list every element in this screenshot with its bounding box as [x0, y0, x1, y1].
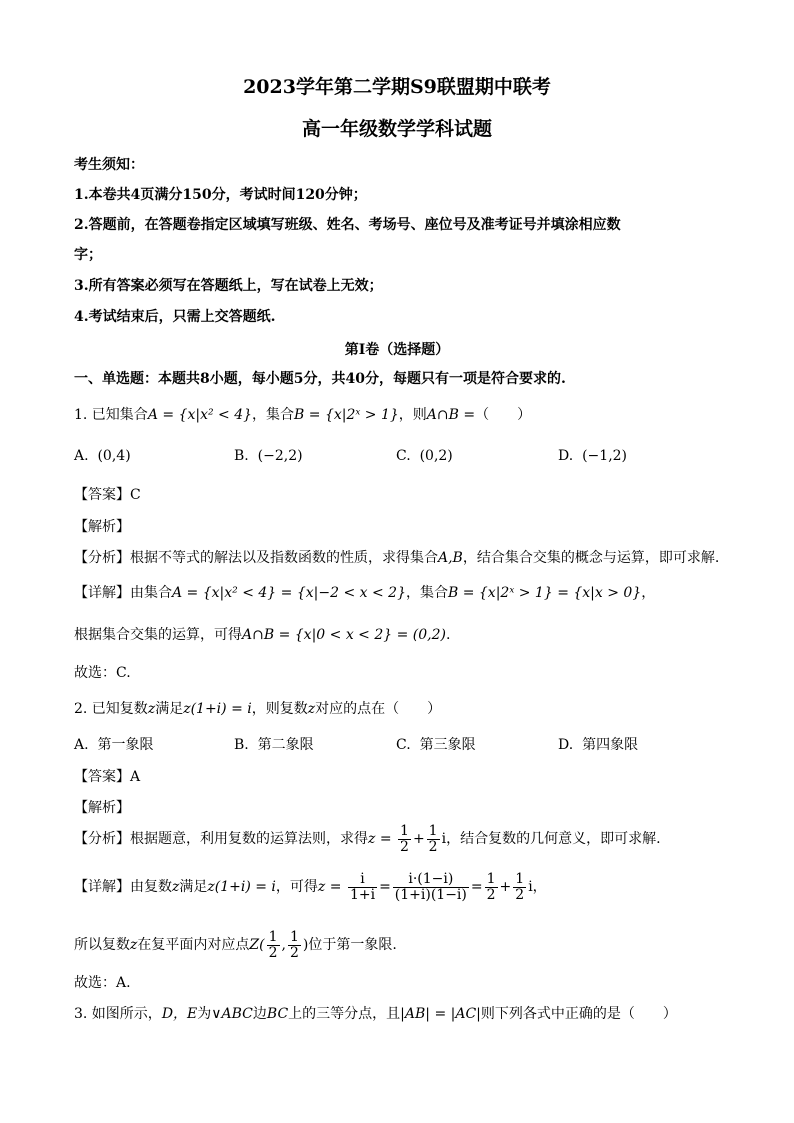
close-paren: ) [302, 937, 309, 954]
fraction-half [288, 930, 301, 960]
q1-option-d [558, 448, 627, 464]
option-label: B. [234, 737, 249, 753]
numerator: 1 [515, 871, 525, 887]
imaginary-unit: i [441, 831, 447, 848]
xiangjie-eq-a: A = {x|x² < 4} = {x|−2 < x < 2} [172, 585, 406, 601]
q2-option-a [74, 734, 153, 754]
q3-vector-eq: |AB| = |AC| [400, 1006, 481, 1022]
comma: , [281, 937, 286, 954]
xiangjie-text-2: 满足 [179, 879, 208, 896]
exam-title: 2023学年第二学期S9联盟期中联考 [243, 76, 551, 98]
notice-item-2: 2.答题前，在答题卷指定区域填写班级、姓名、考场号、座位号及准考证号并填涂相应数 [74, 217, 621, 233]
q1-xiangjie [74, 582, 655, 602]
denominator: 2 [400, 838, 409, 855]
fenxi-text: 根据题意，利用复数的运算法则，求得 [130, 831, 368, 848]
q1-stem-b: ，集合 [252, 407, 295, 423]
q3-stem-c: 边 [252, 1006, 267, 1022]
fenxi-sets: A,B [438, 550, 463, 566]
conclusion-text-2: 在复平面内对应点 [137, 937, 250, 954]
q1-stem-d: （ ） [475, 407, 532, 423]
answer-value: A [130, 769, 141, 785]
option-value: (0,4) [97, 448, 131, 464]
option-label: C. [396, 737, 411, 753]
option-value: 第二象限 [257, 737, 314, 753]
q1-stem-a: 1. 已知集合 [74, 407, 148, 423]
option-value: 第一象限 [97, 737, 154, 753]
section-instruction: 一、单选题：本题共8小题，每小题5分，共40分，每题只有一项是符合要求的. [74, 371, 566, 387]
denominator: 2 [486, 886, 496, 903]
q2-stem-c: ，则复数 [251, 701, 308, 717]
q1-set-a: A = {x|x² < 4} [147, 407, 253, 423]
q2-option-b [234, 734, 314, 754]
notice-item-4: 4.考试结束后，只需上交答题纸. [74, 309, 276, 325]
exam-subtitle: 高一年级数学学科试题 [301, 118, 492, 140]
q1-fenxi [74, 547, 719, 567]
xiangjie-z-eq: z = [317, 879, 342, 896]
equals-sign: = [379, 879, 391, 896]
denominator: 2 [428, 838, 438, 855]
point-z: Z( [249, 937, 265, 954]
numerator: 1 [428, 823, 438, 839]
conclusion-eq: A∩B = {x|0 < x < 2} = (0,2) [242, 627, 446, 643]
q2-conclusion [74, 930, 397, 960]
denominator: (1+i)(1−i) [394, 886, 467, 903]
q3-stem-b: 为 [197, 1006, 212, 1022]
equals-sign: = [470, 879, 483, 896]
q2-z-2: z [307, 701, 316, 717]
fraction-half [513, 872, 526, 902]
option-label: B. [234, 448, 249, 464]
q1-answer [74, 484, 141, 504]
conclusion-period: . [445, 627, 451, 643]
q1-option-c [396, 448, 453, 464]
xiangjie-text-2: ，集合 [405, 585, 448, 601]
q2-option-d [558, 734, 638, 754]
q1-conclusion [74, 624, 450, 644]
q2-stem-b: 满足 [155, 701, 184, 717]
q1-expr: A∩B = [426, 407, 476, 423]
imaginary-unit: i [528, 879, 533, 896]
q2-eq: z(1+i) = i [183, 701, 252, 717]
q1-option-a [74, 448, 131, 464]
q2-option-c [396, 734, 476, 754]
denominator: 2 [289, 944, 299, 961]
xiangjie-z: z [172, 879, 180, 896]
fenxi-z: z = [368, 831, 392, 848]
xiangjie-text-3: ，可得 [275, 879, 318, 896]
denominator: 2 [515, 886, 525, 903]
fraction-expanded [393, 872, 469, 902]
numerator: i [348, 872, 377, 888]
q2-xiangjie [74, 872, 547, 902]
option-value: 第三象限 [419, 737, 476, 753]
q1-choose: 故选：C. [74, 665, 131, 681]
answer-tag: 【答案】 [74, 769, 130, 785]
fenxi-tag: 【分析】 [74, 550, 130, 566]
denominator: 2 [268, 944, 278, 961]
q2-stem-d: 对应的点在（ ） [315, 701, 442, 717]
xiangjie-text: 由集合 [130, 585, 172, 601]
q2-choose: 故选：A. [74, 975, 131, 991]
q2-stem-a: 2. 已知复数 [74, 701, 148, 717]
fraction-half [485, 872, 498, 902]
numerator: 1 [486, 871, 496, 887]
fenxi-text: 根据不等式的解法以及指数函数的性质，求得集合 [130, 550, 438, 566]
question-2-stem [74, 698, 441, 718]
option-label: C. [396, 448, 411, 464]
fraction-i-over [348, 872, 377, 902]
q3-stem-e: 则下列各式中正确的是（ ） [480, 1006, 677, 1022]
option-value: (0,2) [419, 448, 453, 464]
question-3-stem [74, 1003, 677, 1023]
option-label: D. [558, 448, 574, 464]
q3-points: D，E [161, 1006, 198, 1022]
option-label: D. [558, 737, 574, 753]
question-1-stem [74, 404, 531, 424]
q1-analysis-tag: 【解析】 [74, 519, 130, 535]
option-label: A. [74, 448, 89, 464]
q1-option-b [234, 448, 303, 464]
q2-analysis-tag: 【解析】 [74, 800, 130, 816]
q1-set-b: B = {x|2ˣ > 1} [294, 407, 399, 423]
q3-stem-a: 3. 如图所示， [74, 1006, 162, 1022]
numerator: 1 [268, 929, 278, 945]
xiangjie-text-3: ， [641, 585, 656, 601]
xiangjie-text-4: ， [532, 879, 547, 896]
notice-item-2-cont: 字； [74, 247, 102, 263]
conclusion-z: z [130, 937, 138, 954]
q3-stem-d: 上的三等分点，且 [288, 1006, 401, 1022]
q3-side: BC [266, 1006, 289, 1022]
plus-sign: + [499, 879, 512, 896]
fraction-half [427, 824, 440, 854]
conclusion-text-3: 位于第一象限. [308, 937, 397, 954]
option-label: A. [74, 737, 89, 753]
xiangjie-eq: z(1+i) = i [207, 879, 276, 896]
q2-fenxi [74, 824, 661, 854]
numerator: 1 [289, 929, 299, 945]
notice-item-3: 3.所有答案必须写在答题纸上，写在试卷上无效； [74, 278, 383, 294]
xiangjie-eq-b: B = {x|2ˣ > 1} = {x|x > 0} [447, 585, 642, 601]
notice-item-1: 1.本卷共4页满分150分，考试时间120分钟； [74, 187, 367, 203]
q3-triangle: ∨ABC [211, 1006, 253, 1022]
section-title: 第I卷（选择题） [344, 342, 450, 358]
numerator: i·(1−i) [393, 872, 469, 888]
xiangjie-tag: 【详解】 [74, 585, 130, 601]
option-value: 第四象限 [582, 737, 639, 753]
q2-answer [74, 766, 140, 786]
fenxi-text-2: ，结合集合交集的概念与运算，即可求解. [462, 550, 720, 566]
answer-tag: 【答案】 [74, 487, 130, 503]
answer-value: C [130, 487, 141, 503]
q1-stem-c: ，则 [398, 407, 427, 423]
fenxi-tag: 【分析】 [74, 831, 130, 848]
conclusion-text: 所以复数 [74, 937, 130, 954]
option-value: (−1,2) [582, 448, 628, 464]
conclusion-text: 根据集合交集的运算，可得 [74, 627, 242, 643]
fenxi-text-2: ，结合复数的几何意义，即可求解. [446, 831, 661, 848]
q2-z: z [147, 701, 156, 717]
notice-heading: 考生须知： [74, 157, 144, 173]
denominator: 1+i [349, 886, 376, 903]
xiangjie-text: 由复数 [130, 879, 172, 896]
numerator: 1 [400, 823, 409, 839]
fraction-half [267, 930, 280, 960]
option-value: (−2,2) [257, 448, 303, 464]
xiangjie-tag: 【详解】 [74, 879, 130, 896]
fraction-half [398, 824, 411, 854]
plus-sign: + [412, 831, 425, 848]
